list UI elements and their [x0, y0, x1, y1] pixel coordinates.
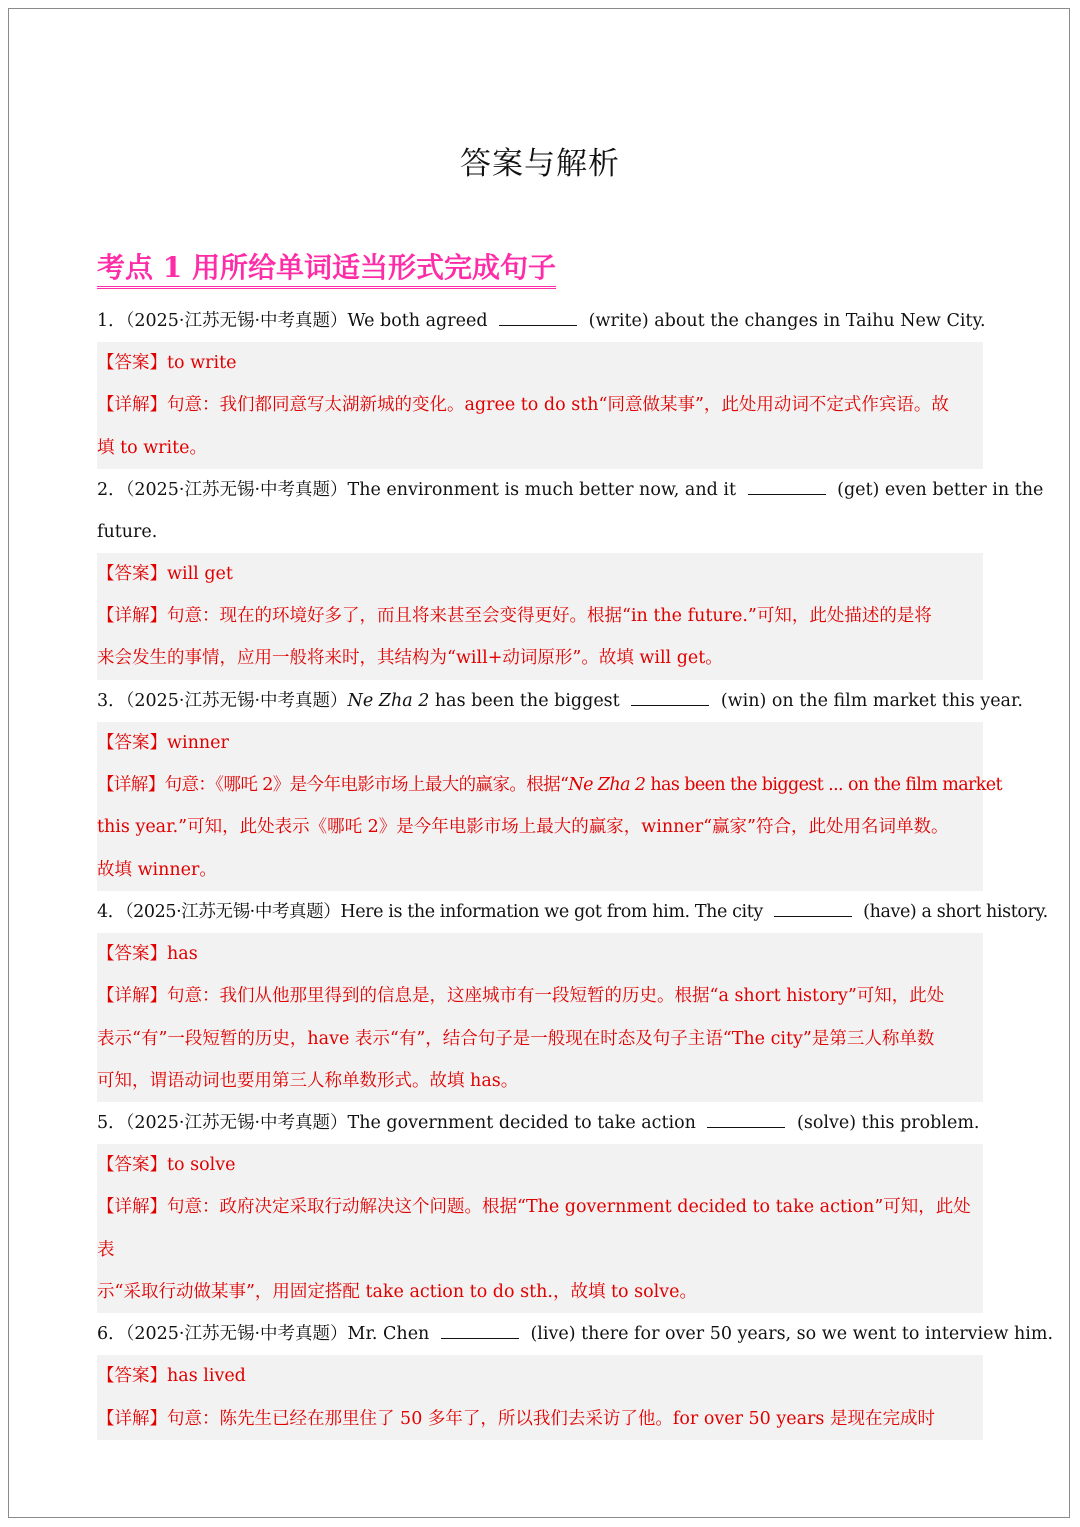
- question-text: future.: [97, 521, 158, 542]
- question-text: (win) on the film market this year.: [715, 690, 1023, 711]
- explanation-line: 填 to write。: [97, 437, 208, 458]
- section-heading: 考点 1 用所给单词适当形式完成句子: [97, 250, 556, 289]
- answer-line: 【答案】to write: [97, 353, 237, 373]
- answer-blank: [707, 1113, 785, 1128]
- question-text: (write) about the changes in Taihu New City.: [583, 311, 986, 331]
- explanation-line: 来会发生的事情，应用一般将来时，其结构为“will+动词原形”。故填 will get。: [97, 648, 723, 669]
- question-5: [97, 1102, 983, 1144]
- answer-box-3: [97, 722, 1002, 891]
- question-3: [97, 680, 1023, 722]
- question-text: 3．（2025·江苏无锡·中考真题）: [97, 690, 348, 711]
- answer-box-5: [97, 1144, 983, 1313]
- question-text: 2．（2025·江苏无锡·中考真题）The environment is much better now, and it: [97, 479, 742, 500]
- question-4: [97, 891, 1048, 933]
- answer-blank: [631, 691, 709, 706]
- question-text: (solve) this problem.: [791, 1113, 980, 1134]
- question-2: [97, 469, 1044, 511]
- question-6: [97, 1313, 1054, 1355]
- answer-line: 【答案】has: [97, 943, 198, 964]
- explanation-text: 【详解】句意：《哪吒 2》是今年电影市场上最大的赢家。根据“: [97, 775, 569, 796]
- question-text: 5．（2025·江苏无锡·中考真题）The government decided to take action: [97, 1113, 702, 1134]
- answer-box-6: [97, 1355, 983, 1440]
- explanation-line: 【详解】句意：现在的环境好多了，而且将来甚至会变得更好。根据“in the future.”可知，此处描述的是将: [97, 606, 932, 627]
- explanation-line: 故填 winner。: [97, 859, 217, 880]
- question-1: [97, 300, 986, 342]
- question-text: 4．（2025·江苏无锡·中考真题）Here is the information we got from him. The city: [97, 901, 768, 922]
- answer-box-4: [97, 933, 983, 1102]
- explanation-line: 【详解】句意：我们都同意写太湖新城的变化。agree to do sth“同意做某事”，此处用动词不定式作宾语。故: [97, 395, 949, 416]
- explanation-line: [97, 764, 1002, 806]
- answer-line: 【答案】to solve: [97, 1155, 236, 1176]
- answer-blank: [774, 902, 852, 917]
- explanation-line: 表示“有”一段短暂的历史，have 表示“有”，结合句子是一般现在时态及句子主语“The city”是第三人称单数: [97, 1028, 935, 1049]
- explanation-line: 示“采取行动做某事”，用固定搭配 take action to do sth.，故填 to solve。: [97, 1282, 698, 1303]
- question-text: (live) there for over 50 years, so we went to interview him.: [524, 1324, 1054, 1345]
- question-text: 1．（2025·江苏无锡·中考真题）We both agreed: [97, 311, 494, 331]
- question-text: 6．（2025·江苏无锡·中考真题）Mr. Chen: [97, 1324, 435, 1345]
- question-text: (get) even better in the: [831, 479, 1044, 500]
- question-list: [97, 300, 1054, 1440]
- question-text: (have) a short history.: [857, 901, 1048, 922]
- question-text: Ne Zha 2: [347, 690, 430, 711]
- explanation-line: 【详解】句意：政府决定采取行动解决这个问题。根据“The government decided to take action”可知，此处表: [97, 1197, 971, 1260]
- explanation-line: 【详解】句意：我们从他那里得到的信息是，这座城市有一段短暂的历史。根据“a short history”可知，此处: [97, 986, 945, 1007]
- page-title: 答案与解析: [460, 146, 620, 182]
- explanation-line: 可知，谓语动词也要用第三人称单数形式。故填 has。: [97, 1070, 519, 1091]
- explanation-line: 【详解】句意：陈先生已经在那里住了 50 多年了，所以我们去采访了他。for over 50 years 是现在完成时: [97, 1408, 935, 1429]
- answer-line: 【答案】has lived: [97, 1366, 246, 1387]
- question-text: has been the biggest: [429, 690, 626, 711]
- answer-line: 【答案】winner: [97, 732, 229, 753]
- answer-blank: [748, 480, 826, 495]
- explanation-text: Ne Zha 2: [568, 775, 646, 796]
- answer-blank: [441, 1324, 519, 1339]
- answer-line: 【答案】will get: [97, 563, 233, 584]
- answer-box-1: [97, 342, 983, 469]
- answer-box-2: [97, 553, 983, 680]
- answer-blank: [499, 311, 577, 326]
- explanation-line: this year.”可知，此处表示《哪吒 2》是今年电影市场上最大的赢家，winner“赢家”符合，此处用名词单数。: [97, 817, 949, 838]
- explanation-text: has been the biggest ... on the film market: [645, 775, 1002, 796]
